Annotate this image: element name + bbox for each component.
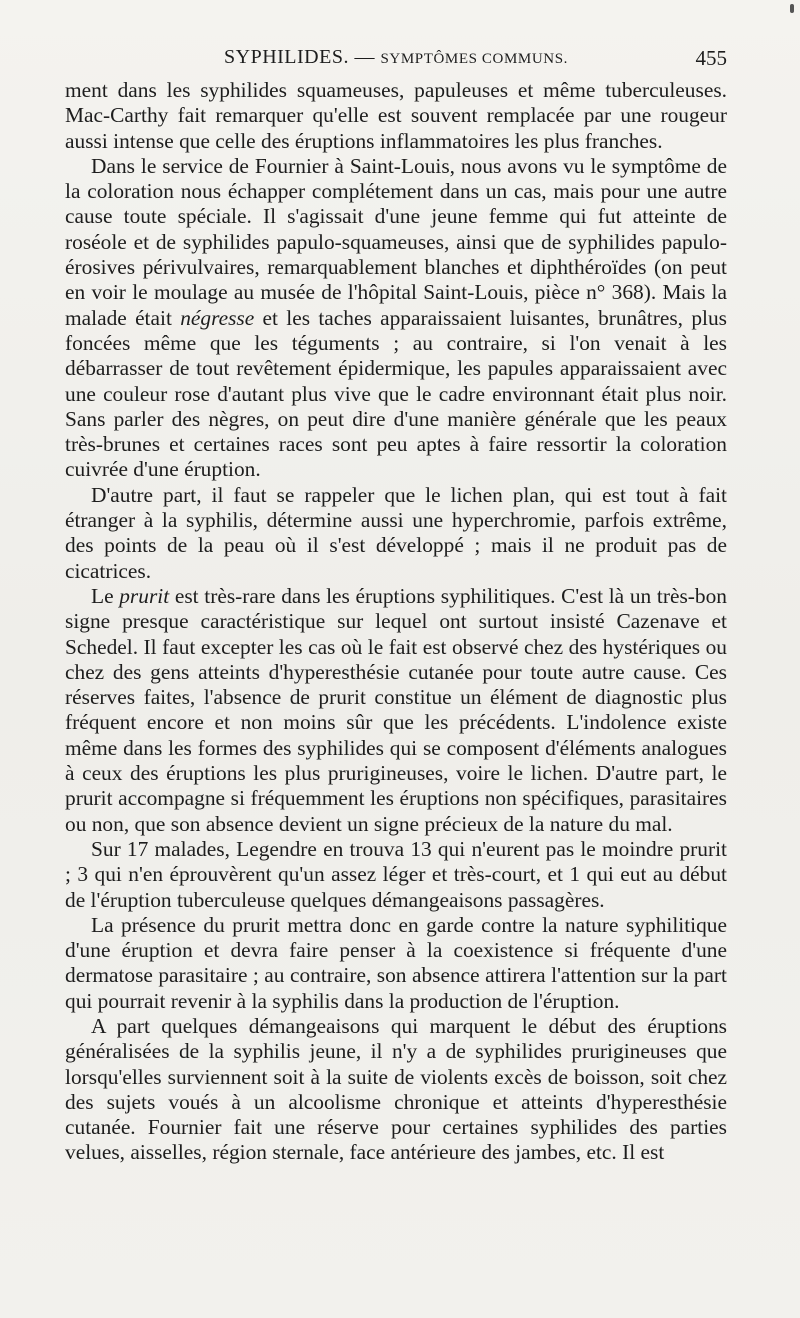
text-segment: Dans le service de Fournier à Saint-Louis, nous avons vu le symptôme de la coloration nous échapper complétement dans un cas, mais pour une autre cause toute spéciale. Il s'agissait d'une jeune femme qui fut atteinte de roséole et de syphilides papulo-squameuses, ainsi que de syphilides papulo-érosives périvulvaires, remarquablement blanches et diphthéroïdes (on peut en voir le moulage au musée de l'hôpital Saint-Louis, pièce n° 368). Mais la malade était (65, 153, 727, 330)
text-segment: D'autre part, il faut se rappeler que le lichen plan, qui est tout à fait étranger à la syphilis, détermine aussi une hyperchromie, parfois extrême, des points de la peau où il s'est développé ; mais il ne produit pas de cicatrices. (65, 482, 727, 583)
text-segment: ment dans les syphilides squameuses, papuleuses et même tuberculeuses. Mac-Carthy fait remarquer qu'elle est souvent remplacée par une rougeur aussi intense que celle des éruptions inflammatoires les plus franches. (65, 78, 727, 153)
running-head-title: SYPHILIDES. (224, 46, 349, 68)
running-head-subtitle: SYMPTÔMES COMMUNS. (380, 51, 568, 67)
italic-term: négresse (180, 305, 255, 330)
paragraph (65, 78, 727, 154)
paragraph (65, 483, 727, 584)
paragraph (65, 584, 727, 837)
running-head (65, 46, 727, 69)
italic-term: prurit (119, 583, 170, 608)
text-segment: Sur 17 malades, Legendre en trouva 13 qui n'eurent pas le moindre prurit ; 3 qui n'en éprouvèrent qu'un assez léger et très-court, et 1 qui eut au début de l'éruption tuberculeuse quelques démangeaisons passagères. (65, 836, 727, 912)
text-segment: et les taches apparaissaient luisantes, brunâtres, plus foncées même que les téguments ; au contraire, si l'on venait à les débarrasser de tout revêtement épidermique, les papules apparaissaient avec une couleur rose d'autant plus vive que le cadre environnant était plus noir. Sans parler des nègres, on peut dire d'une manière générale que les peaux très-brunes et certaines races sont peu aptes à faire ressortir la coloration cuivrée d'une éruption. (65, 305, 727, 482)
paragraph (65, 154, 727, 483)
running-head-separator: — (348, 46, 381, 68)
body-text (65, 78, 727, 1166)
paragraph (65, 1014, 727, 1166)
page-number: 455 (695, 46, 727, 70)
text-segment: A part quelques démangeaisons qui marquent le début des éruptions généralisées de la syphilis jeune, il n'y a de syphilides prurigineuses que lorsqu'elles surviennent soit à la suite de violents excès de boisson, soit chez des sujets voués à un alcoolisme chronique et atteints d'hyperesthésie cutanée. Fournier fait une réserve pour certaines syphilides des parties velues, aisselles, région sternale, face antérieure des jambes, etc. Il est (65, 1013, 727, 1165)
text-segment: Le (91, 583, 120, 608)
ink-speck (790, 4, 794, 13)
text-segment: La présence du prurit mettra donc en garde contre la nature syphilitique d'une éruption et devra faire penser à la coexistence si fréquente d'une dermatose parasitaire ; au contraire, son absence attirera l'attention sur la part qui pourrait revenir à la syphilis dans la production de l'éruption. (65, 912, 727, 1013)
text-segment: est très-rare dans les éruptions syphilitiques. C'est là un très-bon signe presque caractéristique sur lequel ont surtout insisté Cazenave et Schedel. Il faut excepter les cas où le fait est observé chez des hystériques ou chez des gens atteints d'hyperesthésie cutanée pour toute autre cause. Ces réserves faites, l'absence de prurit constitue un élément de diagnostic plus fréquent encore et non moins sûr que les précédents. L'indolence existe même dans les formes des syphilides qui se composent d'éléments analogues à ceux des éruptions les plus prurigineuses, voire le lichen. D'autre part, le prurit accompagne si fréquemment les éruptions non spécifiques, parasitaires ou non, que son absence devient un signe précieux de la nature du mal. (65, 583, 727, 836)
page-header (65, 44, 727, 74)
paragraph (65, 837, 727, 913)
paragraph (65, 913, 727, 1014)
